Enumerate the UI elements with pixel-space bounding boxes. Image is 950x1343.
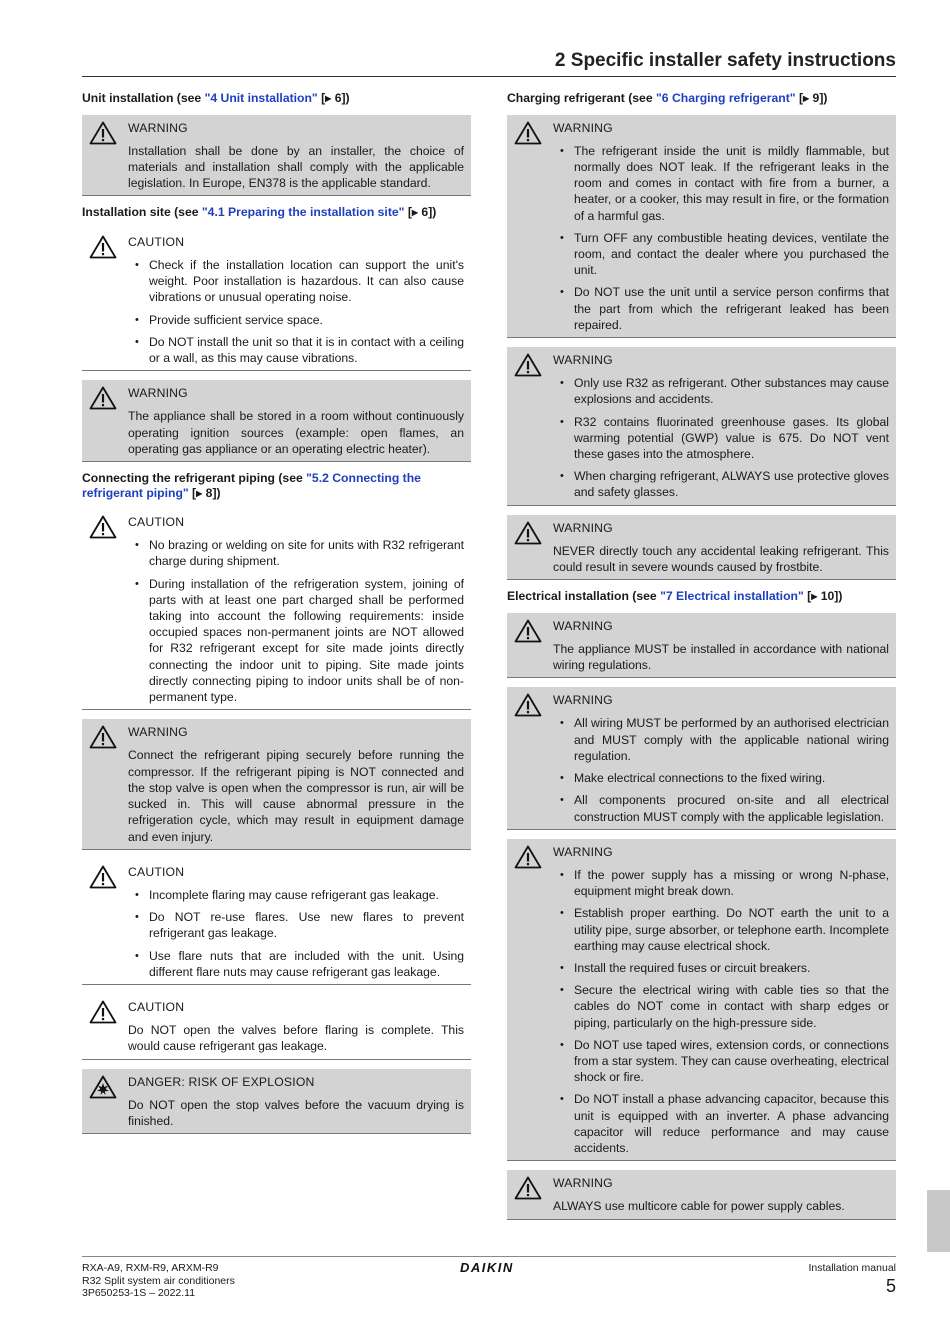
bullet-item: • Check if the installation location can support the unit's weight. Poor installation is hazardous. It can also cause vibrations or unusual operating noise.: [128, 257, 464, 306]
notice-title: WARNING: [128, 725, 188, 740]
heading-page-ref: 8]): [202, 485, 221, 500]
warning-icon: [514, 353, 542, 377]
notice-title: CAUTION: [128, 864, 185, 879]
bullet-item: • Incomplete flaring may cause refrigerant gas leakage.: [128, 887, 464, 903]
heading-bracket-open: [: [795, 91, 804, 105]
heading-text: Connecting the refrigerant piping (see: [82, 471, 307, 486]
warning-icon: [89, 1000, 117, 1024]
notice-body: [128, 234, 464, 366]
chapter-tab-marker: [927, 1190, 950, 1252]
heading-page-ref: 9]): [809, 91, 828, 105]
section-cross-reference-link[interactable]: "5.2 Connecting the refrigerant piping": [82, 471, 421, 500]
warning-notice: [82, 115, 471, 197]
notice-body: [553, 120, 889, 333]
warning-icon: [514, 521, 542, 545]
notice-bullet-list: [553, 143, 889, 333]
notice-title: WARNING: [553, 844, 613, 859]
warning-icon: [89, 725, 117, 749]
bullet-item: • The refrigerant inside the unit is mildly flammable, but normally does NOT leak. If the refrigerant leaks in the room and comes in contact with fire from a burner, a heater, or a cooker, this may result in fire, or the formation of a harmful gas.: [553, 143, 889, 224]
warning-icon: [89, 865, 117, 889]
notice-bullet-list: [128, 537, 464, 705]
caution-notice: [82, 509, 471, 710]
page-arrow-icon: ▶: [803, 94, 810, 103]
page-footer: [82, 1256, 896, 1299]
bullet-item: • When charging refrigerant, ALWAYS use protective gloves and safety glasses.: [553, 468, 889, 500]
warning-icon: [514, 1176, 542, 1200]
page-arrow-icon: ▶: [811, 592, 818, 602]
heading-page-ref: 6]): [331, 91, 350, 105]
bullet-item: • If the power supply has a missing or wrong N-phase, equipment might break down.: [553, 867, 889, 899]
notice-body: [553, 692, 889, 824]
notice-bullet-list: [128, 257, 464, 366]
notice-text: Do NOT open the valves before flaring is complete. This would cause refrigerant gas leakage.: [128, 1023, 464, 1054]
caution-notice: [82, 229, 471, 371]
notice-body: [128, 514, 464, 705]
footer-doc-title: Installation manual: [808, 1262, 896, 1274]
notice-title: WARNING: [553, 618, 613, 633]
notice-body: [128, 120, 464, 192]
notice-body: [128, 999, 464, 1055]
notice-text: Installation shall be done by an installer, the choice of materials and installation shall comply with the applicable legislation. In Europe, EN378 is the applicable standard.: [128, 143, 464, 191]
notice-body: [553, 1175, 889, 1214]
danger-notice: [82, 1069, 471, 1135]
warning-icon: [514, 845, 542, 869]
warning-notice: [507, 115, 896, 338]
notice-title: WARNING: [128, 386, 188, 401]
notice-title: WARNING: [553, 120, 613, 135]
notice-title: CAUTION: [128, 999, 185, 1014]
bullet-item: • Use flare nuts that are included with the unit. Using different flare nuts may cause refrigerant gas leakage.: [128, 948, 464, 980]
notice-title: CAUTION: [128, 515, 185, 530]
footer-model-line: RXA-A9, RXM-R9, ARXM-R9: [82, 1262, 219, 1274]
page-header: [82, 48, 896, 77]
warning-icon: [89, 121, 117, 145]
warning-icon: [89, 386, 117, 410]
bullet-item: • No brazing or welding on site for units with R32 refrigerant charge during shipment.: [128, 537, 464, 569]
warning-icon: [514, 693, 542, 717]
warning-notice: [507, 687, 896, 829]
bullet-item: • All components procured on-site and all electrical construction MUST comply with the applicable legislation.: [553, 792, 889, 824]
bullet-item: • Secure the electrical wiring with cable ties so that the cables do NOT come in contact with sharp edges or piping, particularly on the high-pressure side.: [553, 982, 889, 1031]
footer-product-line: R32 Split system air conditioners: [82, 1274, 235, 1287]
section-heading: [82, 471, 471, 501]
notice-text: ALWAYS use multicore cable for power supply cables.: [553, 1199, 845, 1214]
page-number: 5: [885, 1275, 896, 1296]
bullet-item: • Make electrical connections to the fixed wiring.: [553, 770, 889, 786]
warning-icon: [514, 121, 542, 145]
footer-left: [82, 1262, 235, 1300]
notice-body: [553, 618, 889, 674]
bullet-item: • R32 contains fluorinated greenhouse gases. Its global warming potential (GWP) value is 675. Do NOT vent these gases into the atmosphere.: [553, 414, 889, 463]
notice-body: [553, 844, 889, 1156]
notice-text: The appliance shall be stored in a room without continuously operating ignition sources (example: open flames, an operating gas appliance or an operating electric heater).: [128, 409, 464, 456]
warning-notice: [507, 515, 896, 581]
warning-icon: [89, 235, 117, 259]
warning-notice: [82, 719, 471, 849]
warning-icon: [89, 515, 117, 539]
section-heading: [507, 91, 896, 107]
heading-text: Electrical installation (see: [507, 589, 661, 604]
bullet-item: • Turn OFF any combustible heating devices, ventilate the room, and contact the dealer where you purchased the unit.: [553, 230, 889, 279]
notice-body: [128, 864, 464, 980]
section-cross-reference-link[interactable]: "4 Unit installation": [204, 91, 318, 105]
bullet-item: • Do NOT install the unit so that it is in contact with a ceiling or a wall, as this may cause vibrations.: [128, 334, 464, 366]
notice-bullet-list: [553, 867, 889, 1156]
notice-text: NEVER directly touch any accidental leaking refrigerant. This could result in severe wounds caused by frostbite.: [553, 543, 889, 574]
bullet-item: • Do NOT use the unit until a service person confirms that the part from which the refrigerant leaked has been repaired.: [553, 284, 889, 333]
bullet-item: • During installation of the refrigeration system, joining of parts with at least one part charged shall be performed taking into account the following requirements: inside occupied spaces non-permanent joints are NOT allowed for R32 refrigerant except for site made joints directly connecting the indoor unit to piping. Site made joints directly connecting piping to indoor units shall be of non-permanent type.: [128, 576, 464, 706]
heading-bracket-open: [: [404, 205, 412, 220]
section-heading: [82, 205, 471, 221]
warning-notice: [507, 613, 896, 679]
heading-page-ref: 6]): [418, 205, 437, 220]
notice-text: Do NOT open the stop valves before the vacuum drying is finished.: [128, 1097, 464, 1128]
footer-docnum-line: 3P650253-1S – 2022.11: [82, 1287, 196, 1299]
page-arrow-icon: ▶: [411, 208, 419, 218]
notice-bullet-list: [553, 715, 889, 824]
heading-page-ref: 10]): [817, 589, 843, 604]
bullet-item: • Provide sufficient service space.: [128, 312, 464, 328]
notice-body: [128, 724, 464, 844]
bullet-item: • Do NOT re-use flares. Use new flares to prevent refrigerant gas leakage.: [128, 909, 464, 941]
caution-notice: [82, 859, 471, 985]
section-cross-reference-link[interactable]: "7 Electrical installation": [660, 589, 804, 604]
notice-text: The appliance MUST be installed in accordance with national wiring regulations.: [553, 641, 889, 673]
page-title: 2 Specific installer safety instructions: [554, 50, 896, 71]
notice-body: [553, 520, 889, 576]
right-column: [507, 88, 896, 1229]
notice-body: [553, 352, 889, 501]
left-column: [82, 88, 471, 1143]
notice-bullet-list: [128, 887, 464, 980]
explosion-icon: [89, 1075, 117, 1099]
bullet-item: • All wiring MUST be performed by an authorised electrician and MUST comply with the applicable national wiring regulation.: [553, 715, 889, 764]
notice-title: WARNING: [553, 693, 613, 708]
notice-title: WARNING: [553, 352, 613, 367]
notice-title: DANGER: RISK OF EXPLOSION: [128, 1074, 315, 1089]
footer-right: [808, 1262, 896, 1296]
heading-bracket-open: [: [188, 485, 197, 500]
notice-bullet-list: [553, 375, 889, 500]
section-heading: [82, 91, 471, 107]
warning-notice: [507, 347, 896, 506]
bullet-item: • Install the required fuses or circuit breakers.: [553, 960, 889, 976]
heading-bracket-open: [: [803, 589, 812, 604]
section-cross-reference-link[interactable]: "6 Charging refrigerant": [656, 91, 796, 105]
section-heading: [507, 589, 896, 605]
notice-body: [128, 385, 464, 457]
daikin-logo: DAIKIN: [460, 1260, 514, 1275]
notice-title: CAUTION: [128, 234, 185, 249]
page-arrow-icon: ▶: [325, 94, 332, 103]
section-cross-reference-link[interactable]: "4.1 Preparing the installation site": [201, 205, 405, 220]
warning-icon: [514, 619, 542, 643]
page-arrow-icon: ▶: [196, 488, 203, 498]
notice-title: WARNING: [128, 120, 188, 135]
heading-text: Installation site (see: [82, 205, 202, 220]
notice-text: Connect the refrigerant piping securely before running the compressor. If the refrigerant piping is NOT connected and the stop valve is open when the compressor is run, air will be sucked in. This will cause abnormal pressure in the refrigeration cycle, which may result in equipment damage and even injury.: [128, 748, 464, 844]
notice-body: [128, 1074, 464, 1130]
bullet-item: • Only use R32 as refrigerant. Other substances may cause explosions and accidents.: [553, 375, 889, 407]
warning-notice: [507, 839, 896, 1161]
caution-notice: [82, 994, 471, 1060]
heading-text: Unit installation (see: [82, 91, 205, 105]
warning-notice: [507, 1170, 896, 1219]
bullet-item: • Establish proper earthing. Do NOT earth the unit to a utility pipe, surge absorber, or telephone earth. Incomplete earthing may cause electrical shock.: [553, 905, 889, 954]
notice-title: WARNING: [553, 1176, 613, 1191]
notice-title: WARNING: [553, 520, 613, 535]
heading-text: Charging refrigerant (see: [507, 91, 656, 105]
bullet-item: • Do NOT install a phase advancing capacitor, because this unit is equipped with an inverter. A phase advancing capacitor will reduce performance and may cause accidents.: [553, 1091, 889, 1156]
heading-bracket-open: [: [317, 91, 326, 105]
bullet-item: • Do NOT use taped wires, extension cords, or connections from a star system. They can cause overheating, electrical shock or fire.: [553, 1037, 889, 1086]
warning-notice: [82, 380, 471, 462]
